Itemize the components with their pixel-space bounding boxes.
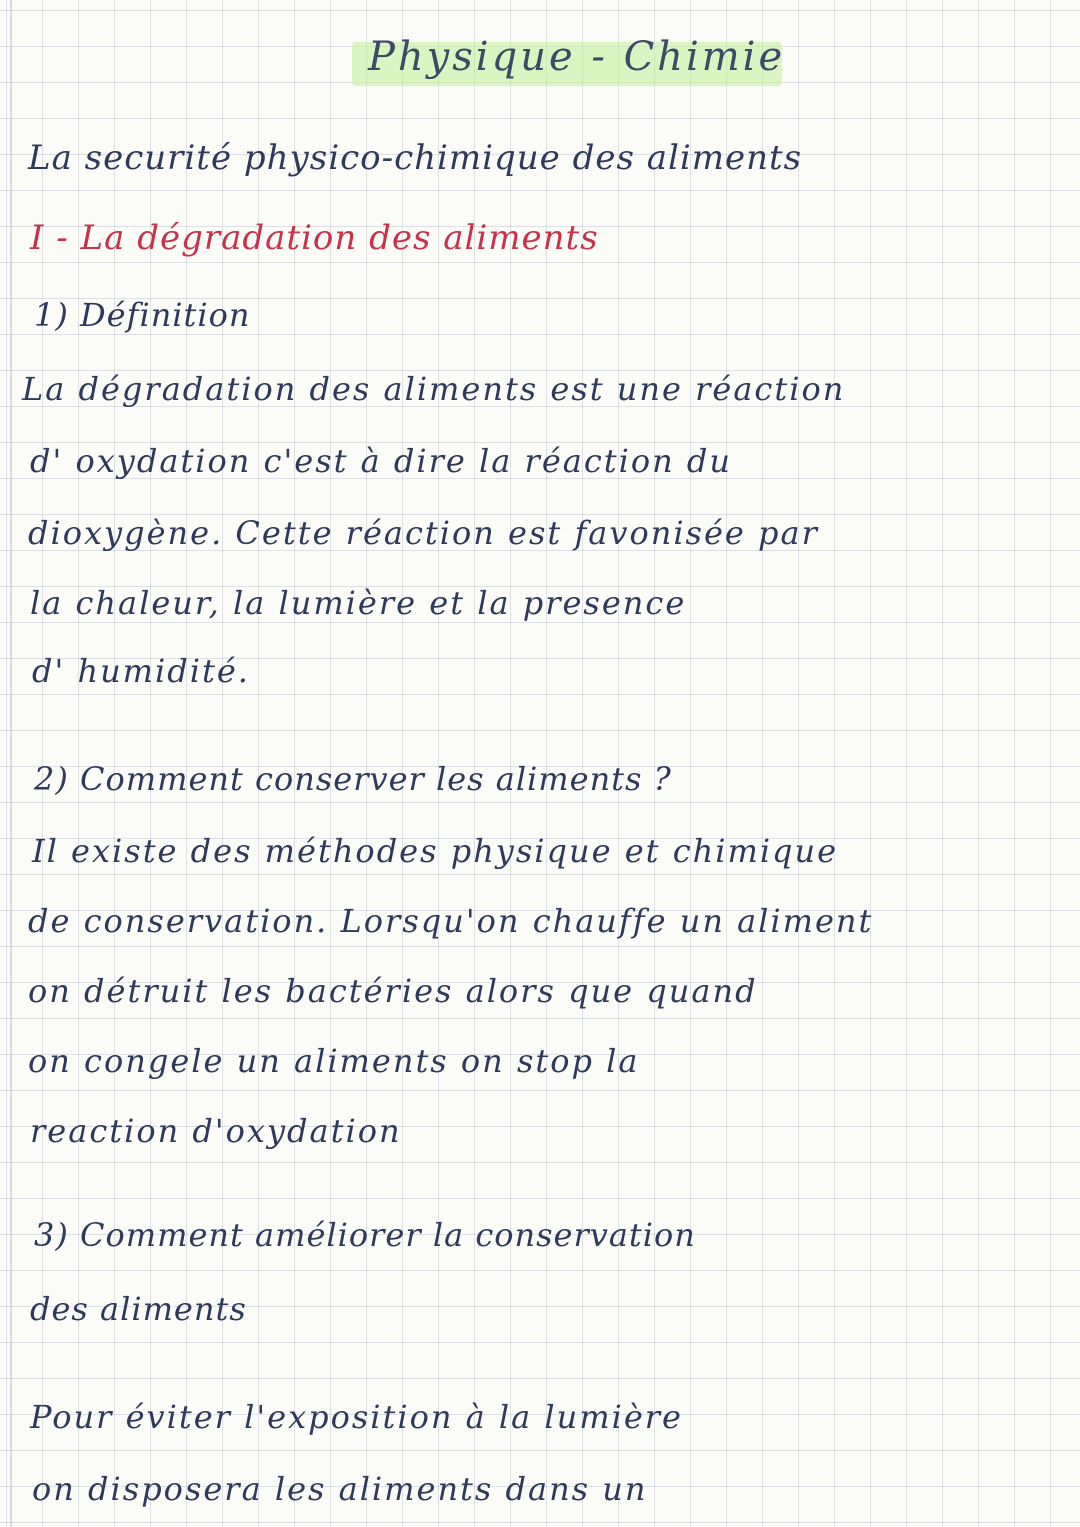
document-title: La securité physico-chimique des aliments <box>28 138 803 178</box>
text-line: on congele un aliments on stop la <box>28 1042 640 1080</box>
text-line: on disposera les aliments dans un <box>32 1470 648 1508</box>
text-line: Il existe des méthodes physique et chimique <box>32 832 839 870</box>
text-line: d' oxydation c'est à dire la réaction du <box>30 442 732 480</box>
text-line: Pour éviter l'exposition à la lumière <box>30 1398 683 1436</box>
subsection-1-title: 1) Définition <box>34 296 251 334</box>
text-line: d' humidité. <box>32 652 250 690</box>
page-title: Physique - Chimie <box>368 34 786 80</box>
text-line: de conservation. Lorsqu'on chauffe un aliment <box>28 902 874 940</box>
section-title: I - La dégradation des aliments <box>30 218 599 258</box>
text-line: La dégradation des aliments est une réaction <box>22 370 846 408</box>
text-line: la chaleur, la lumière et la presence <box>30 584 687 622</box>
subsection-2-title: 2) Comment conserver les aliments ? <box>34 760 672 798</box>
subsection-3-title: 3) Comment améliorer la conservation <box>34 1216 696 1254</box>
text-line: reaction d'oxydation <box>30 1112 402 1150</box>
page-margin-line <box>10 0 12 1527</box>
text-line: on détruit les bactéries alors que quand <box>28 972 758 1010</box>
text-line: dioxygène. Cette réaction est favonisée par <box>28 514 819 552</box>
subsection-3-title-cont: des aliments <box>30 1290 247 1328</box>
